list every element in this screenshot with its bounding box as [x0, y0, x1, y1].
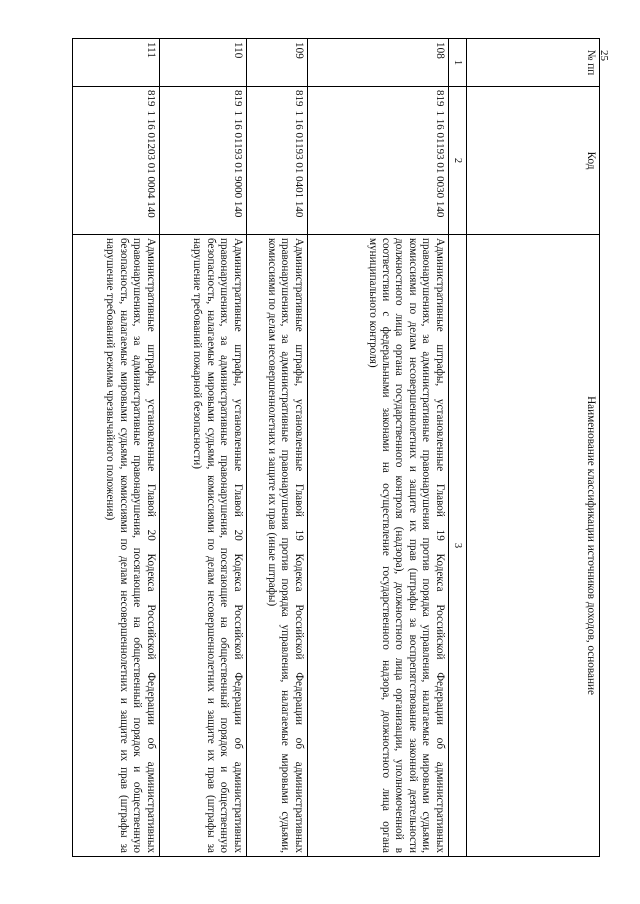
admin-code: 819 [433, 90, 446, 107]
col-number: 1 [448, 39, 466, 87]
table-row [159, 39, 246, 857]
row-number: 109 [246, 39, 307, 87]
rotated-page [40, 38, 600, 856]
column-number-row [448, 39, 466, 857]
row-description: Административные штрафы, установленные Главой 19 Кодекса Российской Федерации об административных правонарушениях, за административные правонарушения против порядка управления, налагаемые мировыми судьями, комиссиями по делам несовершеннолетних и защите их прав (штрафы за воспрепятствование законной деятельности должностного лица органа государственного контроля (надзора), должностного лица организации, уполномоченной в соответствии с федеральными законами на осуществление государственного надзора, должностного лица органа муниципального контроля) [307, 235, 448, 857]
row-code [307, 87, 448, 235]
kbk-code: 1 16 01193 01 0030 140 [433, 110, 446, 218]
kbk-code: 1 16 01193 01 9000 140 [231, 110, 244, 218]
table-row [246, 39, 307, 857]
header-num: № пп [467, 39, 600, 87]
col-number: 2 [448, 87, 466, 235]
table-header-row [467, 39, 600, 857]
row-number: 108 [307, 39, 448, 87]
col-number: 3 [448, 235, 466, 857]
header-code: Код [467, 87, 600, 235]
admin-code: 819 [231, 90, 244, 107]
admin-code: 819 [292, 90, 305, 107]
header-name: Наименование классификации источников доходов, основание [467, 235, 600, 857]
row-description: Административные штрафы, установленные Главой 19 Кодекса Российской Федерации об административных правонарушениях, за административные правонарушения против порядка управления, налагаемые мировыми судьями, комиссиями по делам несовершеннолетних и защите их прав (иные штрафы) [246, 235, 307, 857]
row-code [72, 87, 159, 235]
row-description: Административные штрафы, установленные Главой 20 Кодекса Российской Федерации об административных правонарушениях, за административные правонарушения, посягающие на общественный порядок и общественную безопасность, налагаемые мировыми судьями, комиссиями по делам несовершеннолетних и защите их прав (штрафы за нарушение требований пожарной безопасности) [159, 235, 246, 857]
row-number: 110 [159, 39, 246, 87]
admin-code: 819 [144, 90, 157, 107]
row-code [246, 87, 307, 235]
row-code [159, 87, 246, 235]
table-row [72, 39, 159, 857]
row-number: 111 [72, 39, 159, 87]
kbk-code: 1 16 01203 01 0004 140 [144, 110, 157, 218]
row-description: Административные штрафы, установленные Главой 20 Кодекса Российской Федерации об административных правонарушениях, за административные правонарушения, посягающие на общественный порядок и общественную безопасность, налагаемые мировыми судьями, комиссиями по делам несовершеннолетних и защите их прав (штрафы за нарушение требований режима чрезвычайного положения) [72, 235, 159, 857]
revenue-classification-table [72, 38, 600, 857]
table-row [307, 39, 448, 857]
page-number: 25 [598, 50, 610, 61]
kbk-code: 1 16 01193 01 0401 140 [292, 110, 305, 218]
